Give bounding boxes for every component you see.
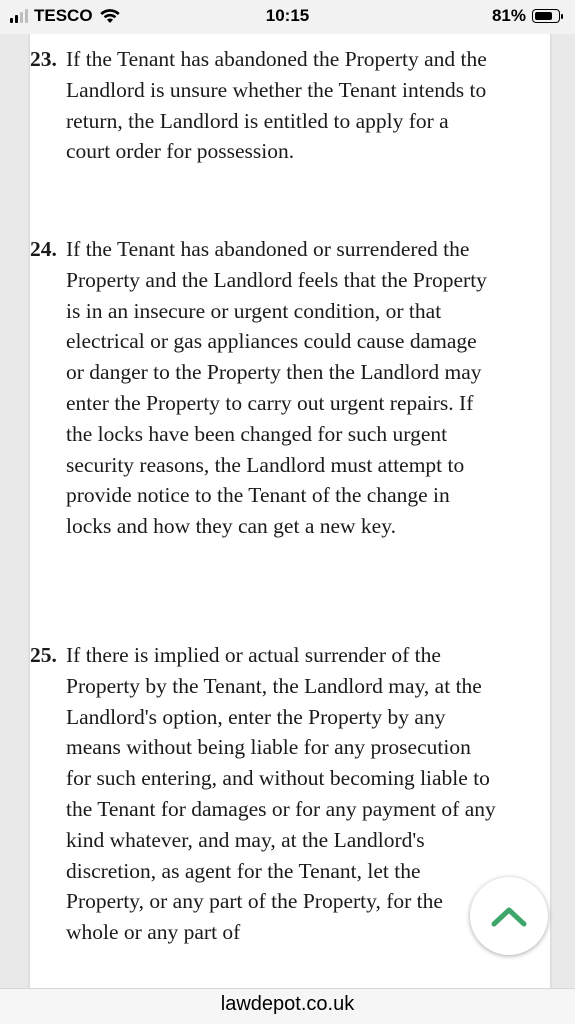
clause-text: If the Tenant has abandoned the Property and the Landlord is unsure whether the Tenant intends to return, the Landlord is entitled to apply for a court order for possession. — [66, 47, 487, 164]
battery-icon — [532, 9, 560, 23]
battery-percentage: 81% — [491, 6, 526, 25]
status-bar-right — [492, 6, 563, 26]
status-bar — [0, 0, 575, 34]
clause-number: 25. — [30, 643, 57, 667]
clause-number: 24. — [30, 237, 57, 261]
scroll-to-top-button[interactable] — [470, 877, 548, 955]
clause-25 — [30, 640, 496, 948]
url-text: lawdepot.co.uk — [220, 993, 355, 1015]
clock: 10:15 — [265, 6, 310, 25]
battery-fill — [535, 12, 552, 20]
clause-number: 23. — [30, 47, 57, 71]
clause-24 — [30, 234, 496, 542]
clause-text: If the Tenant has abandoned or surrendered the Property and the Landlord feels that the Property is in an insecure or urgent condition, or that electrical or gas appliances could cause damage or danger to the Property then the Landlord may enter the Property to carry out urgent repairs. If the locks have been changed for such urgent security reasons, the Landlord must attempt to provide notice to the Tenant of the change in locks and how they can get a new key. — [66, 237, 487, 539]
carrier-name: TESCO — [34, 6, 93, 25]
document-page[interactable] — [30, 30, 550, 990]
address-bar[interactable] — [0, 988, 575, 1024]
clause-text: If there is implied or actual surrender of the Property by the Tenant, the Landlord may, at the Landlord's option, enter the Property by any means without being liable for any prosecution for such entering, and without becoming liable to the Tenant for damages or for any payment of any kind whatever, and may, at the Landlord's discretion, as agent for the Tenant, let the Property, or any part of the Property, for the whole or any part of — [66, 643, 496, 945]
clause-23 — [30, 44, 496, 167]
battery-tip — [561, 14, 563, 19]
chevron-up-icon — [490, 904, 528, 928]
